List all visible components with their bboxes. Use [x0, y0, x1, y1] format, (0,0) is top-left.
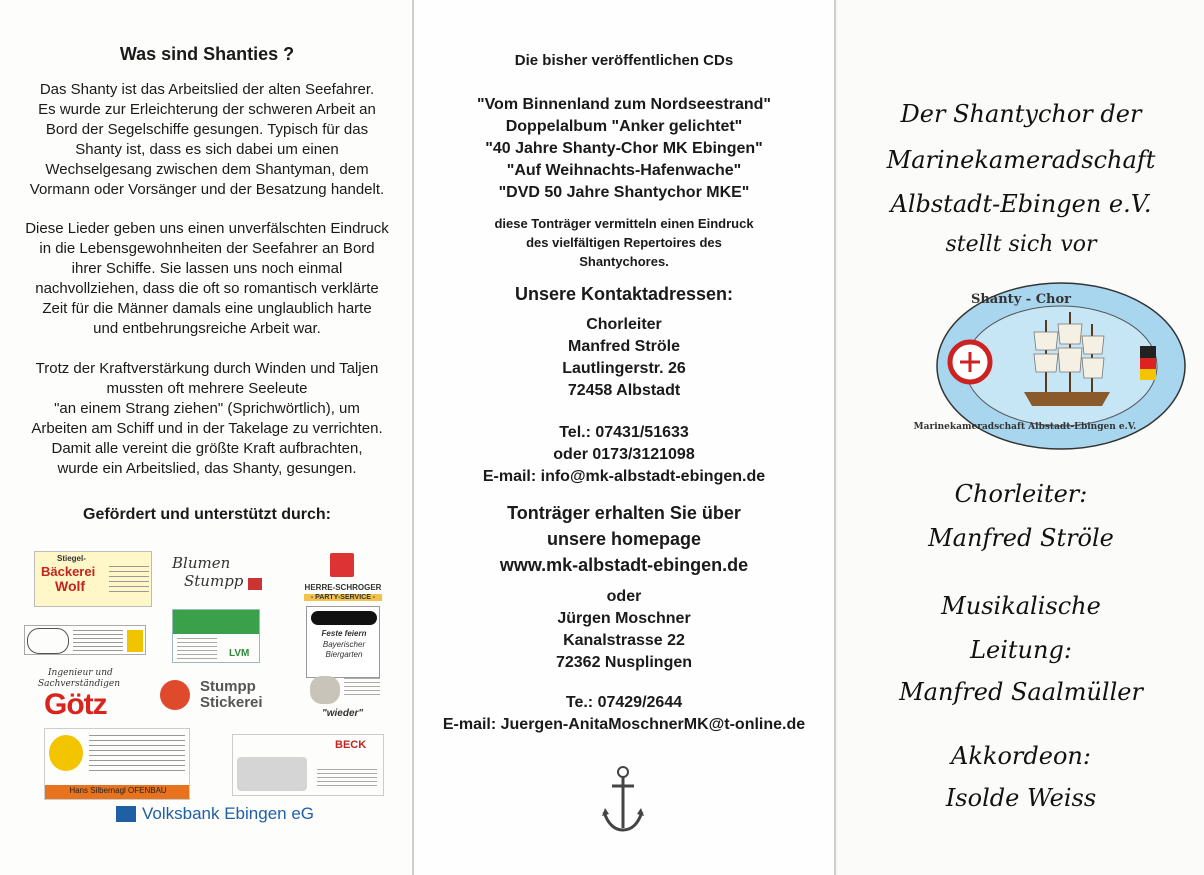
sponsor-text: Bäckerei — [41, 564, 96, 579]
sponsor-logo-goetz — [32, 668, 136, 724]
sponsor-text: Stumpp — [184, 572, 244, 590]
musik-name: Manfred Saalmüller — [899, 678, 1143, 706]
sponsor-logo-herre-schroger — [302, 553, 384, 605]
cd-item: "40 Jahre Shanty-Chor MK Ebingen" — [485, 140, 763, 157]
musik-label-1: Musikalische — [941, 592, 1101, 620]
email-link[interactable]: E-mail: info@mk-albstadt-ebingen.de — [482, 468, 766, 485]
sponsor-fineprint — [73, 630, 123, 652]
text-line: Lautlingerstr. 26 — [562, 360, 686, 377]
fold-line-right — [834, 0, 836, 875]
cover-heading-line: Der Shantychor der — [900, 100, 1142, 128]
sponsor-text: Sachverständigen — [38, 679, 121, 689]
text-line: wurde ein Arbeitslied, das Shanty, gesungen. — [57, 460, 357, 477]
text-line: Wechselgesang zwischen dem Shantyman, dem — [45, 161, 369, 178]
volksbank-icon — [116, 806, 136, 822]
sponsor-text: Wolf — [55, 578, 86, 594]
cover-heading-line: Marinekameradschaft — [886, 146, 1156, 174]
flower-icon — [248, 578, 262, 590]
sponsor-logo-wieder — [304, 674, 384, 724]
contact-title: Unsere Kontaktadressen: — [514, 284, 734, 304]
cd-list — [414, 94, 834, 204]
text-line: nachvollziehen, dass die oft so romantisch verklärte — [35, 280, 379, 297]
sponsor-fineprint — [344, 678, 380, 698]
sponsor-logo-lvm — [172, 609, 260, 663]
text-line: Trotz der Kraftverstärkung durch Winden und Taljen — [35, 360, 379, 377]
bus-image — [237, 757, 307, 791]
sponsors-title: Gefördert und unterstützt durch: — [83, 506, 331, 523]
text-line: "an einem Strang ziehen" (Sprichwörtlich), um — [54, 400, 360, 417]
phone-line: Te.: 07429/2644 — [565, 694, 683, 711]
sponsor-logo-volksbank — [116, 804, 316, 826]
text-line: ihrer Schiffe. Sie lassen uns noch einmal — [71, 260, 343, 277]
shanties-paragraph-3 — [10, 359, 404, 479]
contact-moschner — [414, 586, 834, 674]
sponsor-text: Feste feiern — [321, 629, 367, 638]
sponsor-logo-silbernagl — [44, 728, 190, 800]
text-line: Vormann oder Vorsänger und der Besatzung handelt. — [29, 181, 385, 198]
text-line: Damit alle vereint die größte Kraft aufbrachten, — [51, 440, 363, 457]
sponsor-text: "wieder" — [322, 708, 364, 719]
panel-cover — [838, 0, 1204, 875]
sponsor-logo-baeckerei-wolf — [34, 551, 152, 607]
dog-image — [310, 676, 340, 704]
text-line: in die Lebensgewohnheiten der Seefahrer an Bord — [39, 240, 375, 257]
phone-line: oder 0173/3121098 — [553, 446, 695, 463]
text-line: Shantychores. — [579, 254, 669, 269]
emblem-ring-text: Marinekameradschaft Albstadt-Ebingen e.V. — [913, 422, 1137, 432]
cd-item: "Vom Binnenland zum Nordseestrand" — [476, 96, 772, 113]
house-icon — [330, 553, 354, 577]
text-line: unsere homepage — [546, 529, 702, 549]
text-line: und entbehrungsreiche Arbeit war. — [93, 320, 321, 337]
cover-heading-line: stellt sich vor — [945, 232, 1097, 257]
sponsor-logo-biergarten — [306, 606, 380, 678]
contact-chorleiter — [414, 314, 834, 402]
text-line: Das Shanty ist das Arbeitslied der alten Seefahrer. — [39, 81, 375, 98]
sponsor-logo-stumpp-stickerei — [158, 676, 274, 716]
text-line: Bord der Segelschiffe gesungen. Typisch für das — [45, 121, 369, 138]
sponsor-text: Stiegel- — [57, 554, 86, 563]
sponsor-text: Blumen — [172, 554, 231, 572]
phone-line: Tel.: 07431/51633 — [559, 424, 689, 441]
sponsor-logo-blumen-stumpp — [164, 552, 266, 598]
sponsor-text: Götz — [44, 688, 107, 721]
lvm-banner — [173, 610, 260, 634]
emblem-top-text: Shanty - Chor — [970, 292, 1072, 307]
sponsor-fineprint — [109, 566, 149, 596]
cd-item: "DVD 50 Jahre Shantychor MKE" — [498, 184, 750, 201]
text-line: Jürgen Moschner — [557, 610, 691, 627]
text-line: Kanalstrasse 22 — [563, 632, 685, 649]
sponsor-fineprint — [89, 735, 185, 775]
sponsor-text: LVM — [229, 648, 250, 659]
chorleiter-name: Manfred Ströle — [928, 524, 1114, 552]
cd-item: Doppelalbum "Anker gelichtet" — [505, 118, 743, 135]
text-line: Shanty ist, dass es sich dabei um einen — [75, 141, 339, 158]
text-line: diese Tonträger vermitteln einen Eindruck — [494, 216, 754, 231]
text-line: mussten oft mehrere Seeleute — [106, 380, 308, 397]
musik-label-2: Leitung: — [970, 636, 1072, 664]
autohaus-badge — [27, 628, 69, 654]
sponsor-text: Bayerischer — [322, 640, 366, 649]
sponsor-text: HERRE-SCHROGER — [304, 583, 382, 592]
sponsor-text: BECK — [335, 739, 367, 751]
impression-text — [414, 214, 834, 271]
text-line: Manfred Ströle — [567, 338, 680, 355]
contact-phone-1 — [414, 422, 834, 488]
chorleiter-label: Chorleiter: — [954, 480, 1088, 508]
sponsor-text: Hans Silbernagl OFENBAU — [45, 785, 190, 800]
text-line: Zeit für die Männer damals eine unglaublich harte — [42, 300, 372, 317]
text-line: Es wurde zur Erleichterung der schweren Arbeit an — [38, 101, 376, 118]
sponsor-fineprint — [177, 638, 217, 660]
cd-item: "Auf Weihnachts-Hafenwache" — [506, 162, 742, 179]
flame-icon — [49, 735, 83, 771]
biergarten-banner — [311, 611, 377, 625]
homepage-link[interactable]: www.mk-albstadt-ebingen.de — [499, 555, 749, 575]
akkordeon-name: Isolde Weiss — [945, 784, 1097, 812]
shanties-paragraph-1 — [10, 80, 404, 200]
sponsor-text: Ingenieur und — [48, 668, 113, 678]
cover-heading-line: Albstadt-Ebingen e.V. — [890, 190, 1152, 218]
shanties-paragraph-2 — [10, 219, 404, 339]
sponsor-logo-autohaus — [24, 625, 146, 655]
text-line: Arbeiten am Schiff und in der Takelage zu verrichten. — [31, 420, 383, 437]
akkordeon-label: Akkordeon: — [951, 742, 1091, 770]
text-line: Diese Lieder geben uns einen unverfälschten Eindruck — [25, 220, 389, 237]
sponsor-logo-beck — [232, 734, 384, 796]
stickerei-icon — [160, 680, 190, 710]
panel-cds-contact — [414, 0, 834, 875]
sponsor-text: Stumpp — [200, 678, 256, 695]
shanties-title: Was sind Shanties ? — [119, 44, 295, 64]
contact-phone-2 — [414, 692, 834, 736]
text-line: 72362 Nusplingen — [555, 654, 693, 671]
cds-title: Die bisher veröffentlichen CDs — [514, 52, 734, 69]
text-line: Tonträger erhalten Sie über — [507, 503, 741, 523]
tontraeger-info — [414, 500, 834, 578]
text-line: 72458 Albstadt — [567, 382, 681, 399]
email-link[interactable]: E-mail: Juergen-AnitaMoschnerMK@t-online.de — [442, 716, 806, 733]
sponsor-text: Biergarten — [325, 650, 363, 659]
renault-icon — [127, 630, 143, 652]
panel-shanties — [0, 0, 414, 875]
sponsor-text: Stickerei — [200, 694, 263, 711]
text-line: oder — [606, 588, 642, 605]
text-line: des vielfältigen Repertoires des — [526, 235, 722, 250]
volksbank-text: Volksbank Ebingen eG — [142, 804, 315, 823]
text-line: Chorleiter — [586, 316, 662, 333]
sponsor-fineprint — [317, 769, 377, 789]
sponsor-text: - PARTY-SERVICE - — [304, 594, 382, 601]
anchor-icon — [600, 764, 646, 836]
